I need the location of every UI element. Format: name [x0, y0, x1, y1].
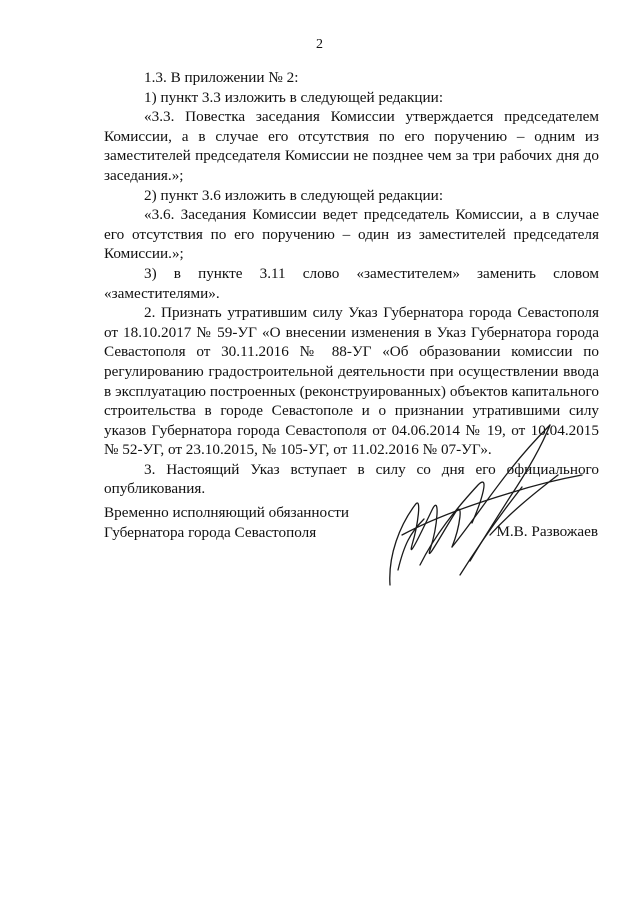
paragraph-2: 2. Признать утратившим силу Указ Губернатора города Севастополя от 18.10.2017 № 59-УГ «О внесении изменения в Указ Губернатора города Севастополя от 30.11.2016 № 88-УГ «Об образовании комиссии по регулированию градостроительной деятельности при осуществлении ввода в эксплуатацию построенных (реконструированных) объектов капитального строительства в городе Севастополе и о признании утратившими силу указов Губернатора города Севастополя от 04.06.2014 № 19, от 10.04.2015 № 52-УГ, от 23.10.2015, № 105-УГ, от 11.02.2016 № 07-УГ». [104, 304, 599, 459]
paragraph-1-3: 1.3. В приложении № 2: [144, 69, 299, 86]
paragraph-quote-3-3: «3.3. Повестка заседания Комиссии утверждается председателем Комиссии, а в случае его отсутствия по его поручению – одним из заместителей председателя Комиссии не позднее чем за три рабочих дня до заседания.»; [104, 108, 599, 184]
signatory-name: М.В. Развожаев [496, 523, 598, 540]
signatory-position-line1: Временно исполняющий обязанности [104, 504, 350, 521]
paragraph-3: 3. Настоящий Указ вступает в силу со дня его официального опубликования. [104, 460, 599, 498]
page-number: 2 [316, 37, 323, 52]
paragraph-item-2: 2) пункт 3.6 изложить в следующей редакции: [144, 186, 444, 204]
paragraph-quote-3-6: «3.6. Заседания Комиссии ведет председатель Комиссии, а в случае его отсутствия по его поручению – один из заместителей председателя Комиссии.»; [104, 206, 599, 263]
signatory-position [104, 503, 349, 542]
paragraph-item-3: 3) в пункте 3.11 слово «заместителем» заменить словом «заместителями». [104, 264, 599, 302]
signatory-position-line2: Губернатора города Севастополя [104, 523, 317, 541]
handwritten-signature [360, 415, 620, 590]
paragraph-item-1: 1) пункт 3.3 изложить в следующей редакции: [144, 88, 444, 106]
